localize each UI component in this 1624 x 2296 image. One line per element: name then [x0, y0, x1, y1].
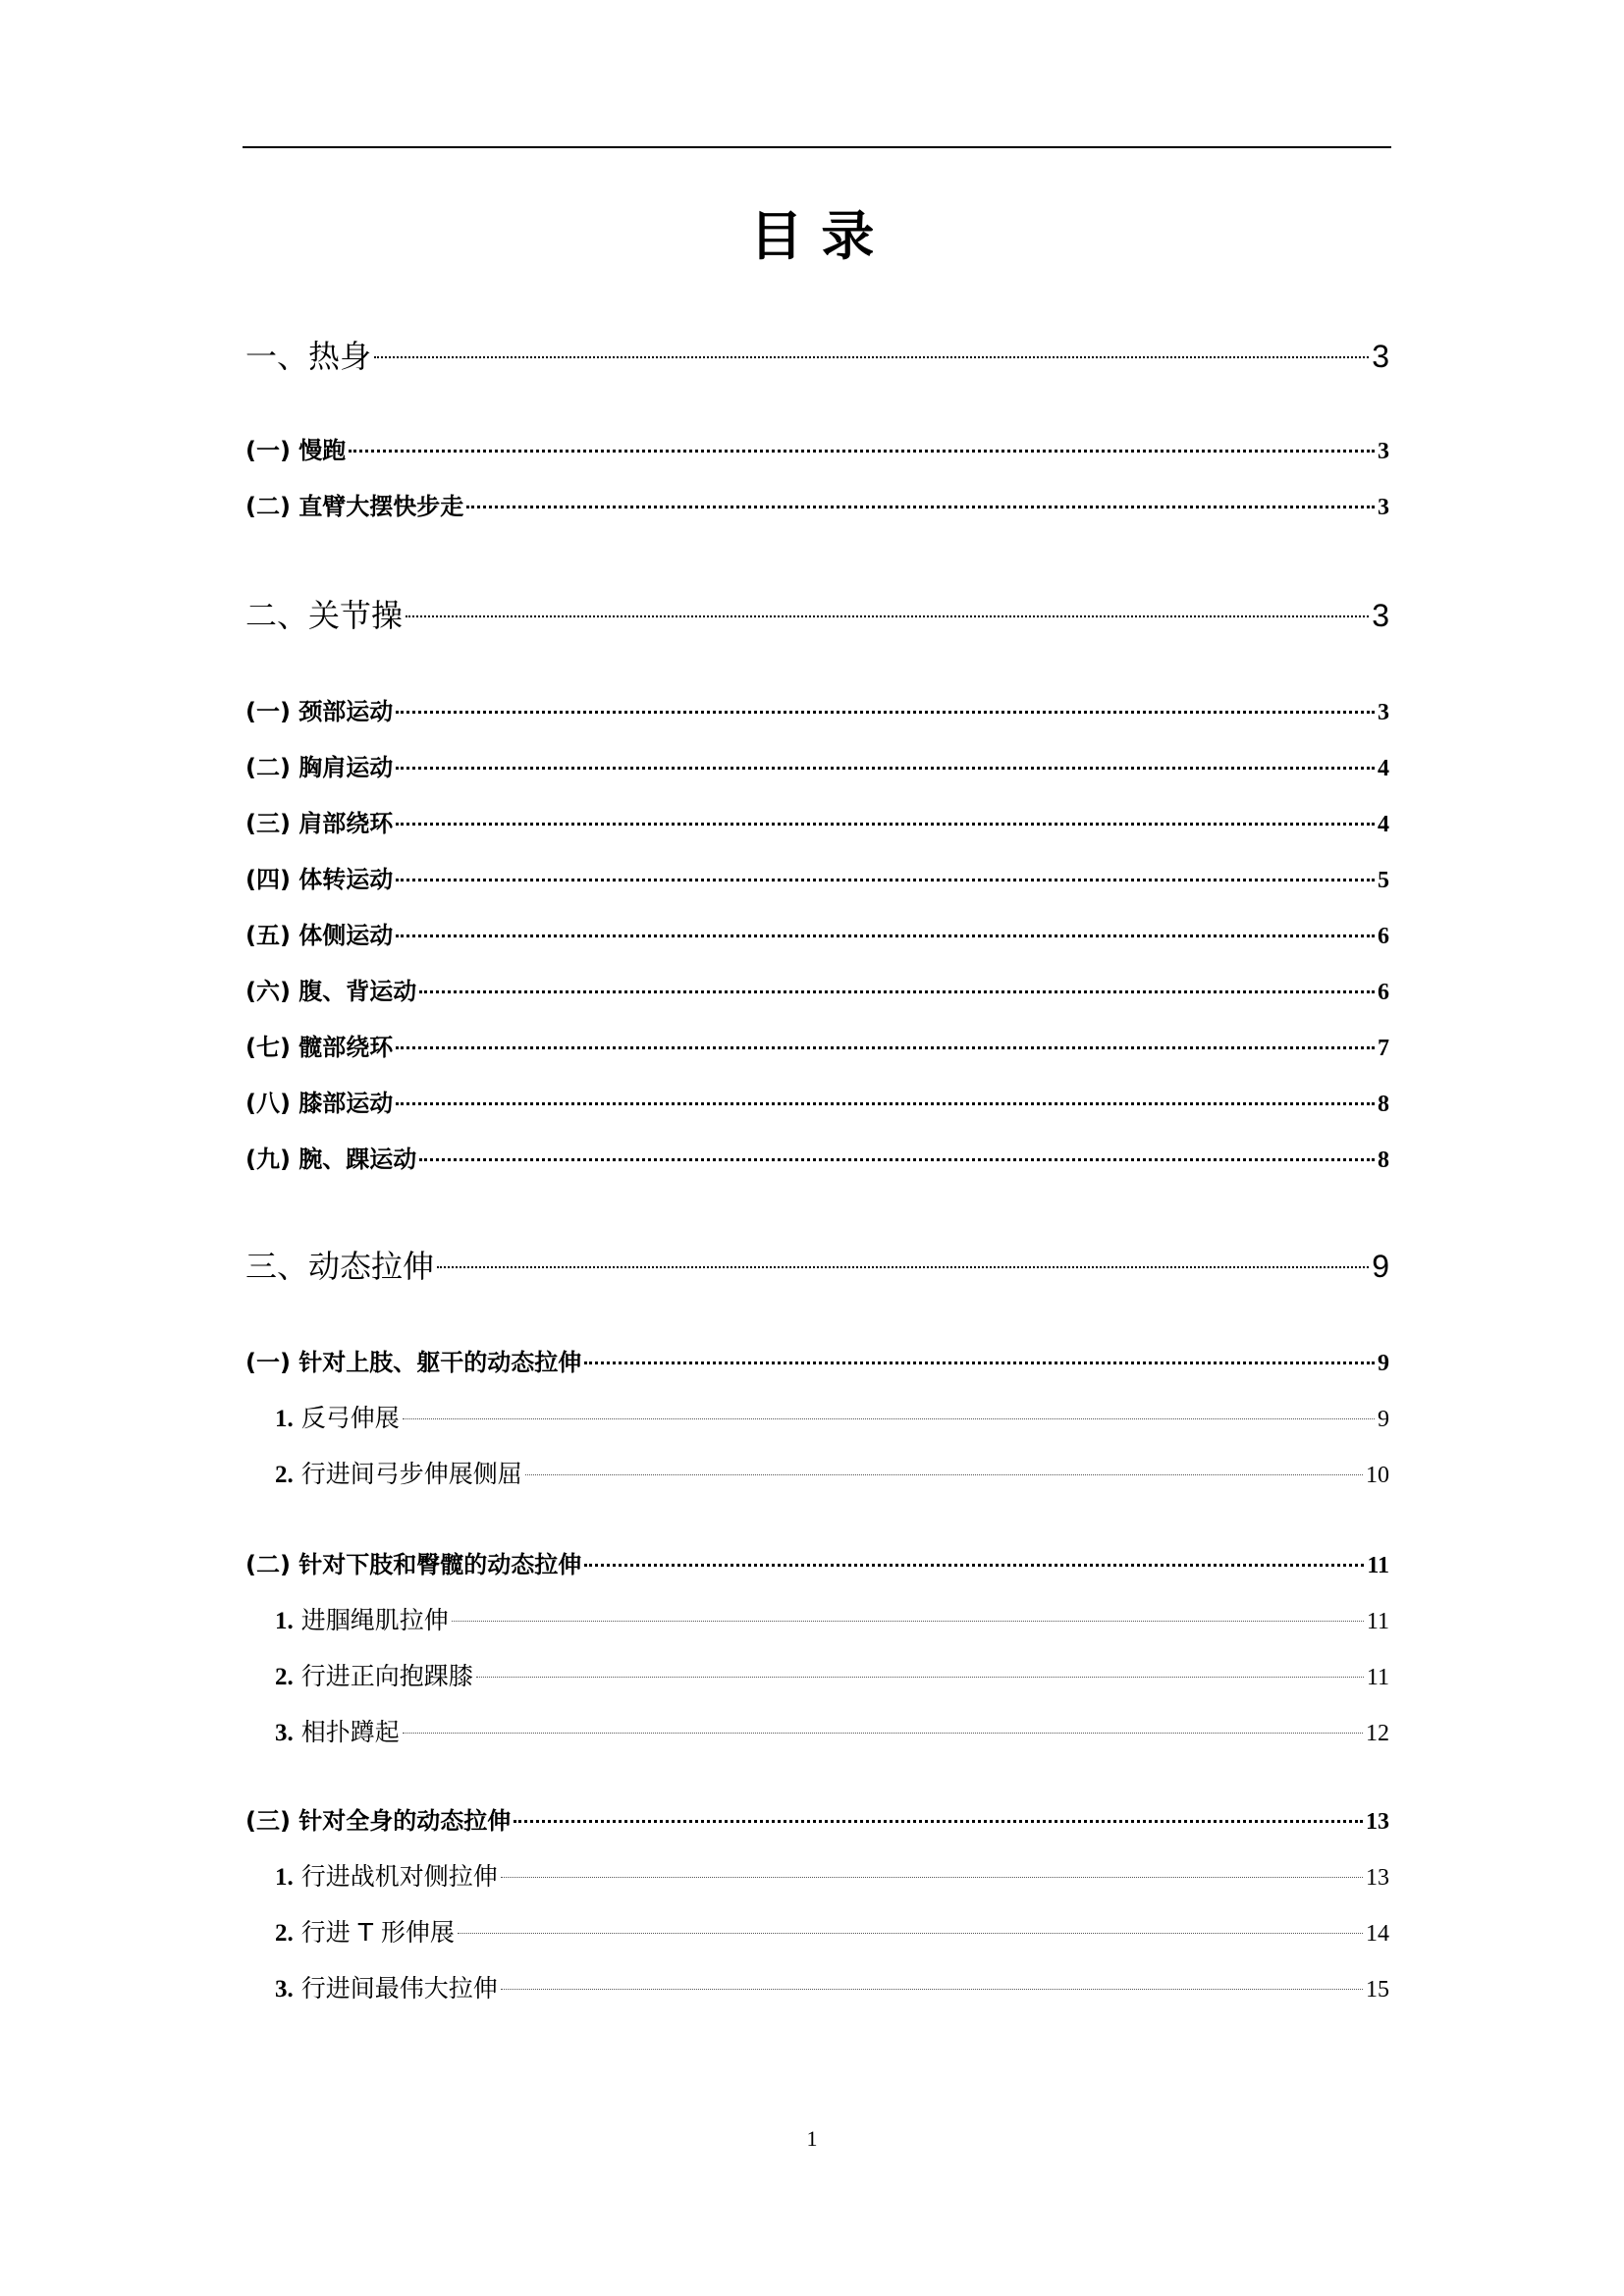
toc-entry-label: (三) 肩部绕环 [245, 810, 394, 837]
toc-entry-label: (八) 膝部运动 [245, 1090, 394, 1117]
toc-entry-label: (三) 针对全身的动态拉伸 [245, 1807, 512, 1835]
leader-dots [419, 990, 1375, 993]
leader-dots [406, 615, 1369, 617]
toc-subsection[interactable] [245, 1087, 1389, 1120]
leader-dots [403, 1418, 1375, 1419]
toc-entry-label: 进腘绳肌拉伸 [300, 1606, 449, 1634]
toc-item[interactable] [245, 1716, 1389, 1749]
toc-item[interactable] [245, 1660, 1389, 1693]
toc-entry-label: 行进战机对侧拉伸 [300, 1862, 498, 1891]
toc-entry-page: 4 [1378, 756, 1389, 781]
toc-entry-label: (一) 颈部运动 [245, 698, 394, 725]
toc-entry-page: 5 [1378, 868, 1389, 893]
toc-entry-label: 一、热身 [245, 338, 372, 375]
toc-item[interactable] [245, 1458, 1389, 1491]
leader-dots [396, 934, 1375, 937]
toc-subsection[interactable] [245, 695, 1389, 728]
toc-entry-page: 13 [1366, 1809, 1389, 1835]
toc-subsection[interactable] [245, 1031, 1389, 1064]
leader-dots [396, 823, 1375, 826]
toc-entry-page: 7 [1378, 1036, 1389, 1061]
page-number: 1 [806, 2126, 818, 2151]
toc-subsection[interactable] [245, 434, 1389, 467]
toc-entry-label: (九) 腕、踝运动 [245, 1146, 417, 1173]
toc-item-number: 3. [275, 1976, 294, 2002]
toc-entry-page: 3 [1378, 439, 1389, 464]
toc-entry-page: 3 [1378, 495, 1389, 520]
toc-item-number: 2. [275, 1920, 294, 1947]
toc-subsection[interactable] [245, 863, 1389, 896]
toc-subsection[interactable] [245, 807, 1389, 840]
leader-dots [396, 767, 1375, 770]
toc-entry-label: 三、动态拉伸 [245, 1248, 435, 1285]
leader-dots [396, 879, 1375, 881]
leader-dots [501, 1989, 1363, 1990]
toc-entry-label: 反弓伸展 [300, 1404, 400, 1432]
toc-entry-page: 3 [1378, 700, 1389, 725]
toc-entry-label: 行进 T 形伸展 [300, 1918, 455, 1947]
leader-dots [403, 1733, 1363, 1734]
leader-dots [584, 1564, 1364, 1567]
toc-entry-page: 12 [1366, 1721, 1389, 1746]
toc-item-number: 1. [275, 1608, 294, 1634]
toc-item[interactable] [245, 1402, 1389, 1435]
toc-entry-label: (四) 体转运动 [245, 866, 394, 893]
toc-subsection[interactable] [245, 919, 1389, 952]
toc-section-dynamic-stretch[interactable] [245, 1245, 1389, 1288]
toc-entry-label: (七) 髋部绕环 [245, 1034, 394, 1061]
toc-entry-label: (二) 胸肩运动 [245, 754, 394, 781]
toc-entry-page: 9 [1372, 1249, 1389, 1284]
toc-entry-label: 行进正向抱踝膝 [300, 1662, 473, 1690]
toc-item-number: 1. [275, 1864, 294, 1891]
toc-item[interactable] [245, 1916, 1389, 1949]
toc-subsection[interactable] [245, 1804, 1389, 1838]
leader-dots [452, 1621, 1364, 1622]
toc-subsection[interactable] [245, 975, 1389, 1008]
toc-entry-label: (二) 针对下肢和臀髋的动态拉伸 [245, 1551, 582, 1578]
toc-entry-page: 8 [1378, 1148, 1389, 1173]
toc-entry-page: 10 [1366, 1463, 1389, 1488]
leader-dots [396, 1046, 1375, 1049]
leader-dots [514, 1820, 1363, 1823]
leader-dots [437, 1266, 1369, 1268]
toc-item[interactable] [245, 1604, 1389, 1637]
toc-entry-page: 14 [1366, 1921, 1389, 1947]
toc-subsection[interactable] [245, 1346, 1389, 1379]
toc-entry-label: (一) 针对上肢、躯干的动态拉伸 [245, 1349, 582, 1376]
leader-dots [458, 1933, 1363, 1934]
leader-dots [525, 1474, 1363, 1475]
toc-entry-label: (一) 慢跑 [245, 437, 347, 464]
toc-entry-page: 11 [1366, 1665, 1389, 1690]
toc-section-warmup[interactable] [245, 335, 1389, 378]
leader-dots [396, 711, 1375, 714]
toc-title: 目 录 [749, 204, 875, 267]
toc-entry-label: 行进间最伟大拉伸 [300, 1974, 498, 2002]
toc-subsection[interactable] [245, 490, 1389, 523]
leader-dots [584, 1362, 1375, 1364]
toc-item-number: 2. [275, 1664, 294, 1690]
toc-item[interactable] [245, 1860, 1389, 1894]
toc-item-number: 2. [275, 1462, 294, 1488]
leader-dots [374, 356, 1369, 358]
toc-entry-page: 11 [1366, 1609, 1389, 1634]
toc-entry-page: 9 [1378, 1407, 1389, 1432]
toc-item[interactable] [245, 1972, 1389, 2005]
toc-entry-page: 6 [1378, 924, 1389, 949]
toc-entry-page: 13 [1366, 1865, 1389, 1891]
toc-entry-page: 15 [1366, 1977, 1389, 2002]
leader-dots [349, 450, 1375, 453]
toc-entry-page: 6 [1378, 980, 1389, 1005]
toc-subsection[interactable] [245, 1143, 1389, 1176]
leader-dots [501, 1877, 1363, 1878]
toc-subsection[interactable] [245, 1548, 1389, 1581]
toc-entry-label: 相扑蹲起 [300, 1718, 400, 1746]
toc-entry-label: (五) 体侧运动 [245, 922, 394, 949]
toc-item-number: 1. [275, 1406, 294, 1432]
table-of-contents [245, 0, 1389, 2296]
leader-dots [419, 1158, 1375, 1161]
leader-dots [396, 1102, 1375, 1105]
toc-entry-page: 9 [1378, 1351, 1389, 1376]
leader-dots [476, 1677, 1364, 1678]
toc-subsection[interactable] [245, 751, 1389, 784]
toc-entry-page: 3 [1372, 339, 1389, 374]
toc-entry-label: (六) 腹、背运动 [245, 978, 417, 1005]
toc-entry-page: 11 [1367, 1553, 1389, 1578]
toc-entry-label: 二、关节操 [245, 597, 404, 634]
toc-item-number: 3. [275, 1720, 294, 1746]
leader-dots [466, 506, 1375, 508]
toc-entry-label: (二) 直臂大摆快步走 [245, 493, 464, 520]
toc-entry-page: 8 [1378, 1092, 1389, 1117]
toc-section-joint-exercises[interactable] [245, 594, 1389, 637]
toc-entry-page: 3 [1372, 598, 1389, 633]
toc-entry-label: 行进间弓步伸展侧屈 [300, 1460, 522, 1488]
toc-entry-page: 4 [1378, 812, 1389, 837]
